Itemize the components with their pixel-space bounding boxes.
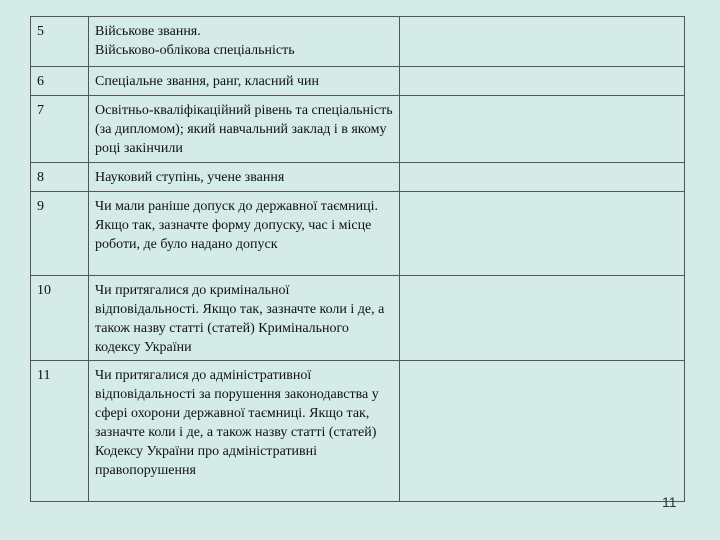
question-text: Чи мали раніше допуск до державної таємниці. Якщо так, зазначте форму допуску, час і місце роботи, де було надано допуск: [89, 192, 400, 276]
row-number: 10: [31, 276, 89, 361]
question-text: Освітньо-кваліфікаційний рівень та спеціальність (за дипломом); який навчальний заклад і в якому році закінчили: [89, 96, 400, 163]
question-text: Чи притягалися до кримінальної відповідальності. Якщо так, зазначте коли і де, а також назву статті (статей) Кримінального кодексу України: [89, 276, 400, 361]
table-row: [31, 163, 685, 192]
row-number: 8: [31, 163, 89, 192]
table-row: [31, 361, 685, 502]
page-number: 11: [662, 494, 677, 510]
answer-cell[interactable]: [400, 361, 685, 502]
question-text: [89, 17, 400, 67]
answer-cell[interactable]: [400, 192, 685, 276]
answer-cell[interactable]: [400, 67, 685, 96]
answer-cell[interactable]: [400, 276, 685, 361]
question-line-2: Військово-облікова спеціальність: [95, 43, 295, 58]
row-number: 5: [31, 17, 89, 67]
question-text: Науковий ступінь, учене звання: [89, 163, 400, 192]
row-number: 9: [31, 192, 89, 276]
table-row: [31, 67, 685, 96]
question-text: Чи притягалися до адміністративної відповідальності за порушення законодавства у сфері охорони державної таємниці. Якщо так, зазначте коли і де, а також назву статті (статей) Кодексу України про адміністративні правопорушення: [89, 361, 400, 502]
row-number: 7: [31, 96, 89, 163]
row-number: 6: [31, 67, 89, 96]
answer-cell[interactable]: [400, 163, 685, 192]
table-row: [31, 96, 685, 163]
row-number: 11: [31, 361, 89, 502]
question-text: Спеціальне звання, ранг, класний чин: [89, 67, 400, 96]
question-line-1: Військове звання.: [95, 24, 201, 39]
table-row: [31, 17, 685, 67]
questionnaire-table: [30, 16, 685, 502]
answer-cell[interactable]: [400, 96, 685, 163]
table-row: [31, 276, 685, 361]
table-row: [31, 192, 685, 276]
answer-cell[interactable]: [400, 17, 685, 67]
